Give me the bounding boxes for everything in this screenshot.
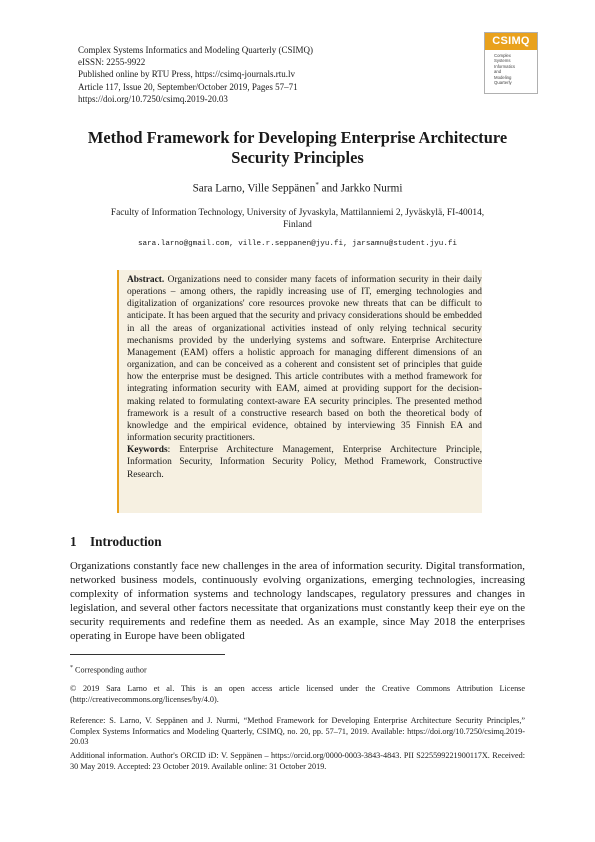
logo-line: Modeling <box>494 74 512 80</box>
eissn: eISSN: 2255-9922 <box>78 57 146 68</box>
logo-line: Complex <box>494 53 511 58</box>
section-title: Introduction <box>90 534 162 549</box>
published-line: Published online by RTU Press, https://csimq-journals.rtu.lv <box>78 69 295 80</box>
section-body: Organizations constantly face new challenges in the area of information security. Digital transformation, networked business models, continuously evolving organizations, emerging technologies, increasing complexity of information systems and technology landscapes, regulatory pressures and changes in legislation, and several other factors necessitate that organizations must constantly keep their eye on the security requirements and redefine them as needed. As an example, since May 2018 the enterprises operating in Europe have been obligated <box>70 560 525 642</box>
journal-header <box>78 44 418 105</box>
footnote-corresponding-text: Corresponding author <box>73 665 147 675</box>
corresponding-mark: * <box>315 181 319 189</box>
authors-first: Sara Larno, Ville Seppänen <box>192 182 316 195</box>
author-list <box>70 181 525 195</box>
footnote-mark: * <box>70 665 73 671</box>
logo-line: and <box>494 69 502 75</box>
keywords-label: Keywords <box>127 445 168 456</box>
abstract-label: Abstract. <box>127 275 165 285</box>
doi-link[interactable]: https://doi.org/10.7250/csimq.2019-20.03 <box>78 93 228 104</box>
logo-line: Informatics <box>494 63 516 69</box>
keywords-text: : Enterprise Architecture Management, Enterprise Architecture Principle, Information Security, Information Security Policy, Method Framework, Constructive Research. <box>127 445 482 480</box>
logo-subtitle <box>494 53 537 85</box>
csimq-logo <box>484 32 538 94</box>
abstract-text: Organizations need to consider many facets of information security in their daily operations – among others, the rapidly increasing use of IT, emerging technologies and digitalization of organizations' core resources provoke new threats that can be difficult to anticipate. It has been argued that the security and privacy considerations should be embedded in all the areas of organizational activities instead of only relying technical security mechanisms provided by the underlying systems and software. Enterprise Architecture Management (EAM) offers a holistic approach for managing different dimensions of an organization, and can be conceived as a coherent and consistent set of principles that guide how the enterprise must be designed. This article contributes with a method framework for integrating information security with EAM, aimed at providing support for the decision-making related to formulating context-aware EA security principles. The presented method framework is a result of a constructive research based on both the theoretical body of knowledge and the empirical evidence, obtained by interviewing 35 Finnish EA and information security practitioners. <box>127 275 482 444</box>
abstract <box>127 274 482 481</box>
logo-line: Quarterly <box>494 80 512 86</box>
abstract-paragraph <box>127 274 482 444</box>
keywords-paragraph <box>127 444 482 480</box>
footnote-rule <box>70 654 225 655</box>
author-emails: sara.larno@gmail.com, ville.r.seppanen@jyu.fi, jarsamnu@student.jyu.fi <box>138 240 457 248</box>
footnote-corresponding <box>70 663 525 676</box>
authors-last: and Jarkko Nurmi <box>318 182 403 195</box>
footnote-additional: Additional information. Author's ORCID iD: V. Seppänen – https://orcid.org/0000-0003-3843-4843. PII S225599221900117X. Received: 30 May 2019. Accepted: 23 October 2019. Available online: 31 October 2019. <box>70 751 525 771</box>
logo-line: Systems <box>494 58 511 64</box>
logo-name: CSIMQ <box>485 33 537 50</box>
article-info: Article 117, Issue 20, September/October 2019, Pages 57–71 <box>78 81 298 92</box>
section-number: 1 <box>70 534 77 549</box>
journal-name: Complex Systems Informatics and Modeling Quarterly (CSIMQ) <box>78 45 313 55</box>
paper-title: Method Framework for Developing Enterprise Architecture Security Principles <box>87 128 508 167</box>
footnote-reference: Reference: S. Larno, V. Seppänen and J. Nurmi, “Method Framework for Developing Enterprise Architecture Security Principles,” Complex Systems Informatics and Modeling Quarterly, CSIMQ, no. 20, pp. 57–71, 2019. Available: https://doi.org/10.7250/csimq.2019-20.03 <box>70 716 525 747</box>
section-heading <box>70 534 162 550</box>
footnote-license: © 2019 Sara Larno et al. This is an open access article licensed under the Creative Commons Attribution License (http://creativecommons.org/licenses/by/4.0). <box>70 684 525 704</box>
affiliation: Faculty of Information Technology, University of Jyvaskyla, Mattilanniemi 2, Jyväskylä, FI-40014, Finland <box>110 208 485 231</box>
